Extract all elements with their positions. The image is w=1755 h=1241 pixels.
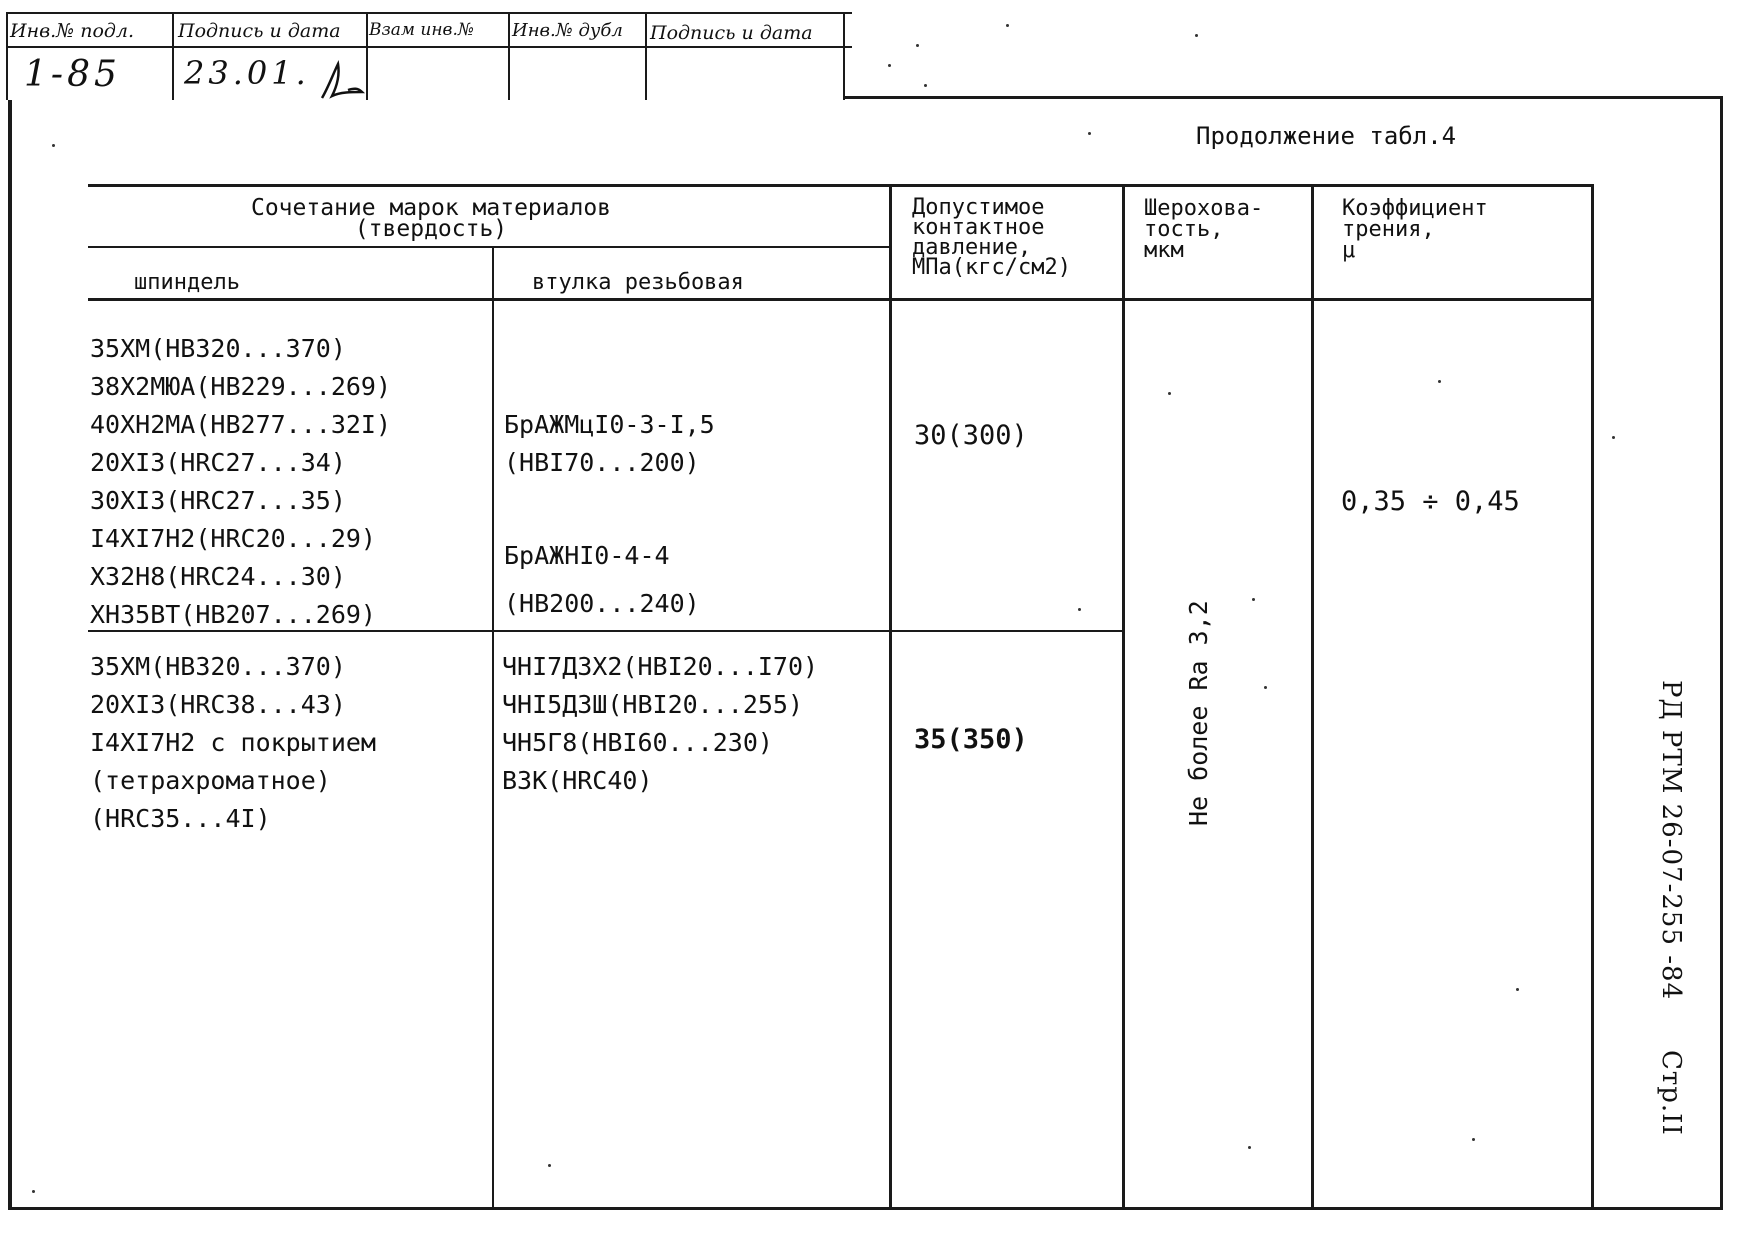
group1-pressure: 30(300) xyxy=(914,420,1028,451)
header-spindle: шпиндель xyxy=(134,270,240,295)
page-number: Стр.II xyxy=(1656,1050,1686,1136)
group1-bushing-a: БрАЖМцI0-3-I,5 (НВI70...200) xyxy=(504,410,715,477)
header-pressure: Допустимое контактное давление, МПа(кгс/см2) xyxy=(912,195,1071,280)
header-roughness: Шерохова- тость, мкм xyxy=(1144,196,1264,263)
continuation-label: Продолжение табл.4 xyxy=(1196,122,1457,150)
stamp-header-vzam: Взам инв.№ xyxy=(369,20,474,40)
roughness-value: Не более Ra 3,2 xyxy=(1184,600,1213,826)
group2-bushing-list: ЧНI7Д3Х2(НВI20...I70) ЧНI5Д3Ш(НВI20...255) ЧН5Г8(НВI60...230) ВЗК(НRC40) xyxy=(502,652,819,795)
header-friction: Коэффициент трения, μ xyxy=(1342,196,1488,263)
stamp-header-inv-podl: Инв.№ подл. xyxy=(10,20,135,42)
stamp-header-sign-date: Подпись и дата xyxy=(178,20,341,42)
group1-spindle-list: 35ХМ(НВ320...370) 38Х2МЮА(НВ229...269) 40ХН2МА(НВ277...32I) 20ХI3(НRC27...34) 30ХI3(НRC27...35) I4ХI7Н2(НRC20...29) Х32Н8(НRC24...30) ХН35ВТ(НВ207...269) xyxy=(90,334,392,629)
header-bushing: втулка резьбовая xyxy=(532,270,744,295)
stamp-header-sign-date-2: Подпись и дата xyxy=(650,22,813,44)
stamp-date: 23.01. xyxy=(184,54,310,92)
document-code: РД РТМ 26-07-255 -84 xyxy=(1656,680,1686,1001)
group2-spindle-list: 35ХМ(НВ320...370) 20ХI3(НRC38...43) I4ХI7Н2 с покрытием (тетрахроматное) (НRC35...4I) xyxy=(90,652,376,833)
group1-bushing-b: БрАЖНI0-4-4 (НВ200...240) xyxy=(504,541,700,618)
signature-mark xyxy=(318,58,366,102)
stamp-header-dubl: Инв.№ дубл xyxy=(512,20,623,41)
friction-coefficient: 0,35 ÷ 0,45 xyxy=(1341,486,1520,517)
stamp-inv-number: 1-85 xyxy=(24,54,121,95)
group2-pressure: 35(350) xyxy=(914,724,1028,755)
header-material-combination: Сочетание марок материалов (твердость) xyxy=(250,195,612,242)
